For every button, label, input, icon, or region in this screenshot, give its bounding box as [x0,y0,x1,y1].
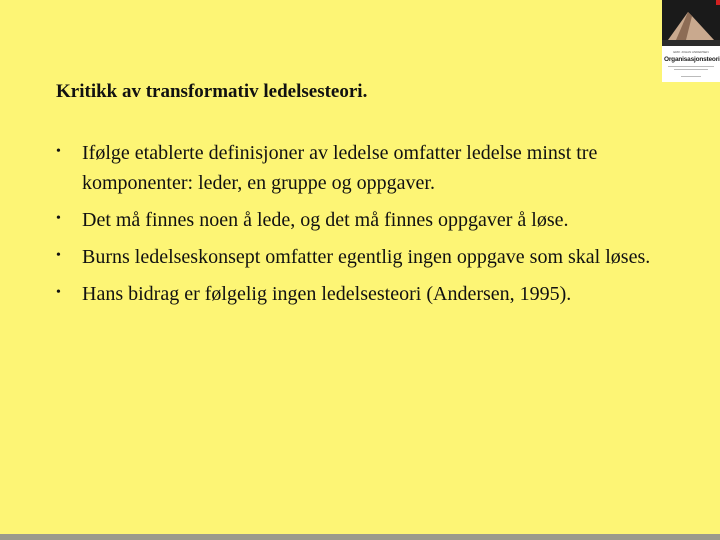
bullet-text: Det må finnes noen å lede, og det må finnes oppgaver å løse. [82,209,569,231]
bullet-icon: • [56,211,61,226]
bullet-item [56,279,666,309]
bullet-item [56,242,666,272]
bullet-icon: • [56,285,61,300]
slide-title: Kritikk av transformativ ledelsesteori. [56,81,368,102]
book-cover [662,0,720,82]
bullet-icon: • [56,144,61,159]
mountain-photo-icon [662,0,720,46]
bullet-item [56,138,666,198]
bottom-bar [0,534,720,540]
bullet-item [56,205,666,235]
bullet-text: Ifølge etablerte definisjoner av ledelse omfatter ledelse minst tre komponenter: leder, en gruppe og oppgaver. [82,142,598,194]
cover-divider [674,69,708,70]
bullet-text: Hans bidrag er følgelig ingen ledelsesteori (Andersen, 1995). [82,283,572,305]
cover-divider [668,66,714,67]
bullet-list [56,138,666,316]
bullet-text: Burns ledelseskonsept omfatter egentlig ingen oppgave som skal løses. [82,246,651,268]
cover-divider [681,76,701,77]
bullet-icon: • [56,248,61,263]
cover-badge [716,0,720,5]
cover-author: ERIK JOHAN ANDERSEN [673,50,709,54]
cover-title: Organisasjonsteori [664,56,720,63]
